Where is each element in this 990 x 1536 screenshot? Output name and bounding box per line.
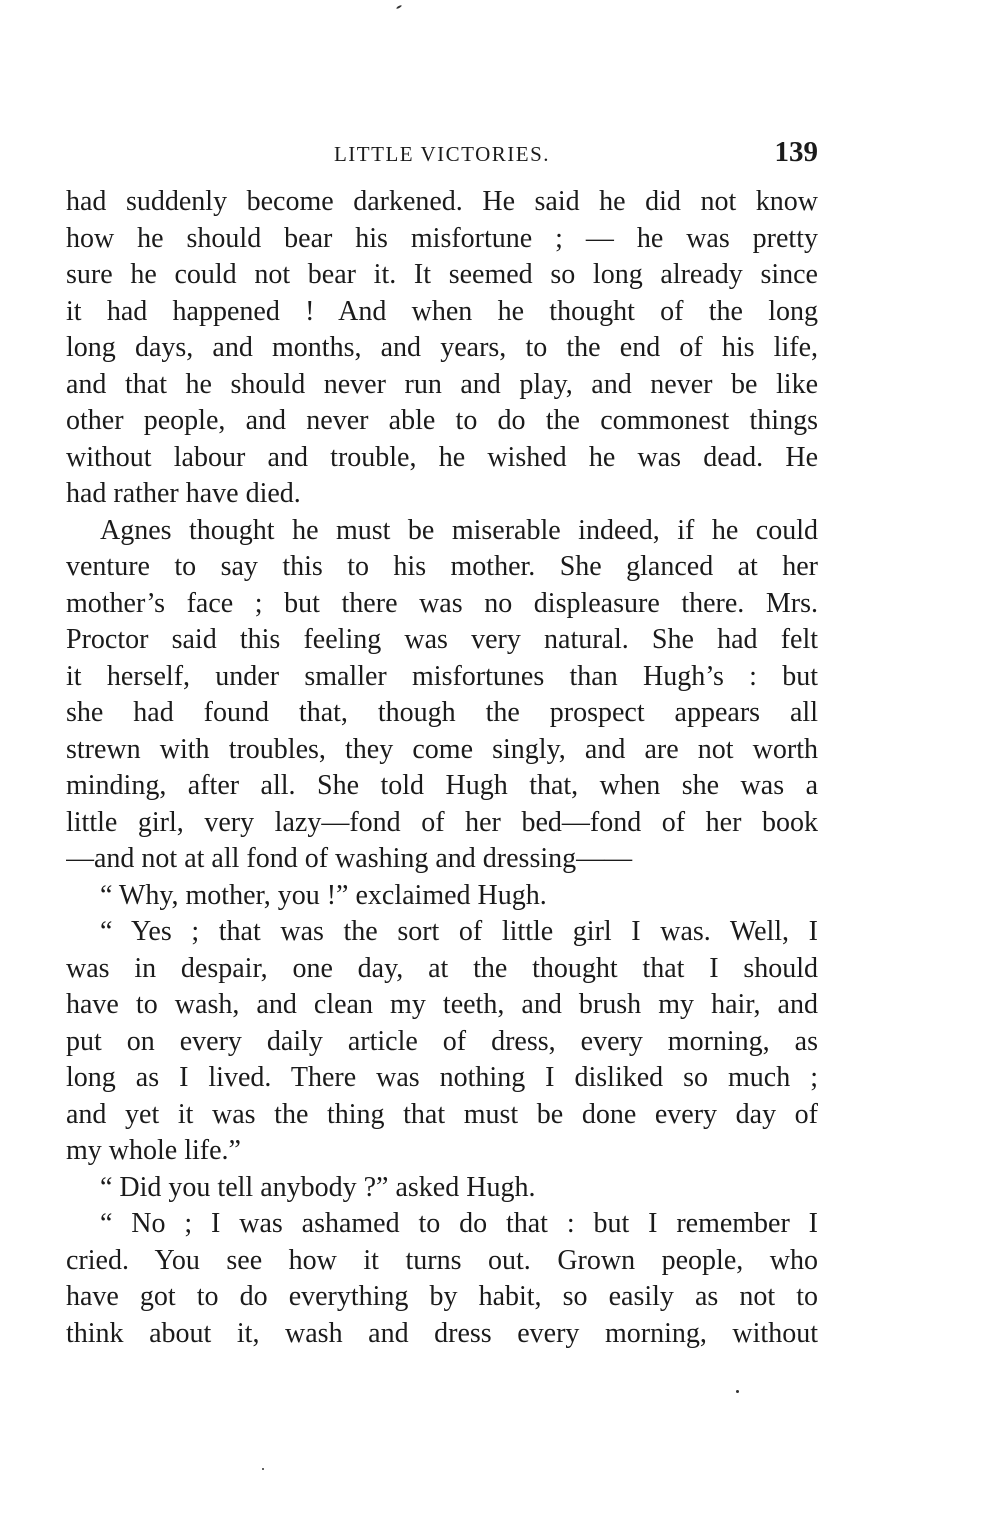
text-line: “ Did you tell anybody ?” asked Hugh. — [100, 1171, 536, 1203]
text-line: long days, and months, and years, to the end of his life, — [66, 332, 818, 363]
text-line: think about it, wash and dress every morning, without — [66, 1317, 818, 1349]
running-title: LITTLE VICTORIES. — [333, 142, 551, 166]
text-line: was in despair, one day, at the thought that I should — [66, 952, 818, 984]
text-line: had suddenly become darkened. He said he did not know — [66, 186, 818, 217]
text-line: long as I lived. There was nothing I disliked so much ; — [66, 1062, 818, 1093]
text-line: without labour and trouble, he wished he was dead. He — [66, 441, 818, 473]
text-line: strewn with troubles, they come singly, and are not worth — [66, 733, 818, 765]
text-line: “ Why, mother, you !” exclaimed Hugh. — [100, 879, 547, 911]
text-line: “ Yes ; that was the sort of little girl I was. Well, I — [100, 916, 818, 947]
text-line: put on every daily article of dress, every morning, as — [66, 1025, 818, 1057]
text-line: “ No ; I was ashamed to do that : but I remember I — [100, 1208, 818, 1239]
text-line: and that he should never run and play, and never be like — [66, 368, 818, 400]
text-line: other people, and never able to do the commonest things — [66, 405, 818, 436]
text-line: have to wash, and clean my teeth, and brush my hair, and — [66, 989, 818, 1020]
text-line: and yet it was the thing that must be done every day of — [66, 1098, 818, 1130]
page-header — [66, 136, 818, 176]
text-line: little girl, very lazy—fond of her bed—fond of her book — [66, 806, 818, 838]
text-line: she had found that, though the prospect appears all — [66, 697, 818, 728]
text-line: mother’s face ; but there was no displeasure there. Mrs. — [66, 587, 818, 619]
text-line: sure he could not bear it. It seemed so long already since — [66, 259, 818, 290]
print-speck — [736, 1390, 739, 1393]
text-line: it herself, under smaller misfortunes than Hugh’s : but — [66, 660, 818, 692]
body-text — [66, 184, 818, 1352]
text-line: had rather have died. — [66, 478, 301, 509]
text-line: venture to say this to his mother. She glanced at her — [66, 551, 818, 582]
text-line: Agnes thought he must be miserable indeed, if he could — [100, 514, 818, 546]
text-line: how he should bear his misfortune ; — he was pretty — [66, 222, 818, 254]
text-line: my whole life.” — [66, 1135, 241, 1166]
text-line: cried. You see how it turns out. Grown people, who — [66, 1244, 818, 1276]
text-line: minding, after all. She told Hugh that, when she was a — [66, 770, 818, 801]
text-line: it had happened ! And when he thought of the long — [66, 295, 818, 327]
text-line: —and not at all fond of washing and dressing—— — [66, 843, 633, 874]
page-number: 139 — [774, 136, 818, 168]
print-speck — [396, 5, 402, 10]
text-line: have got to do everything by habit, so easily as not to — [66, 1281, 818, 1312]
text-line: Proctor said this feeling was very natural. She had felt — [66, 624, 818, 655]
print-speck — [262, 1468, 264, 1470]
